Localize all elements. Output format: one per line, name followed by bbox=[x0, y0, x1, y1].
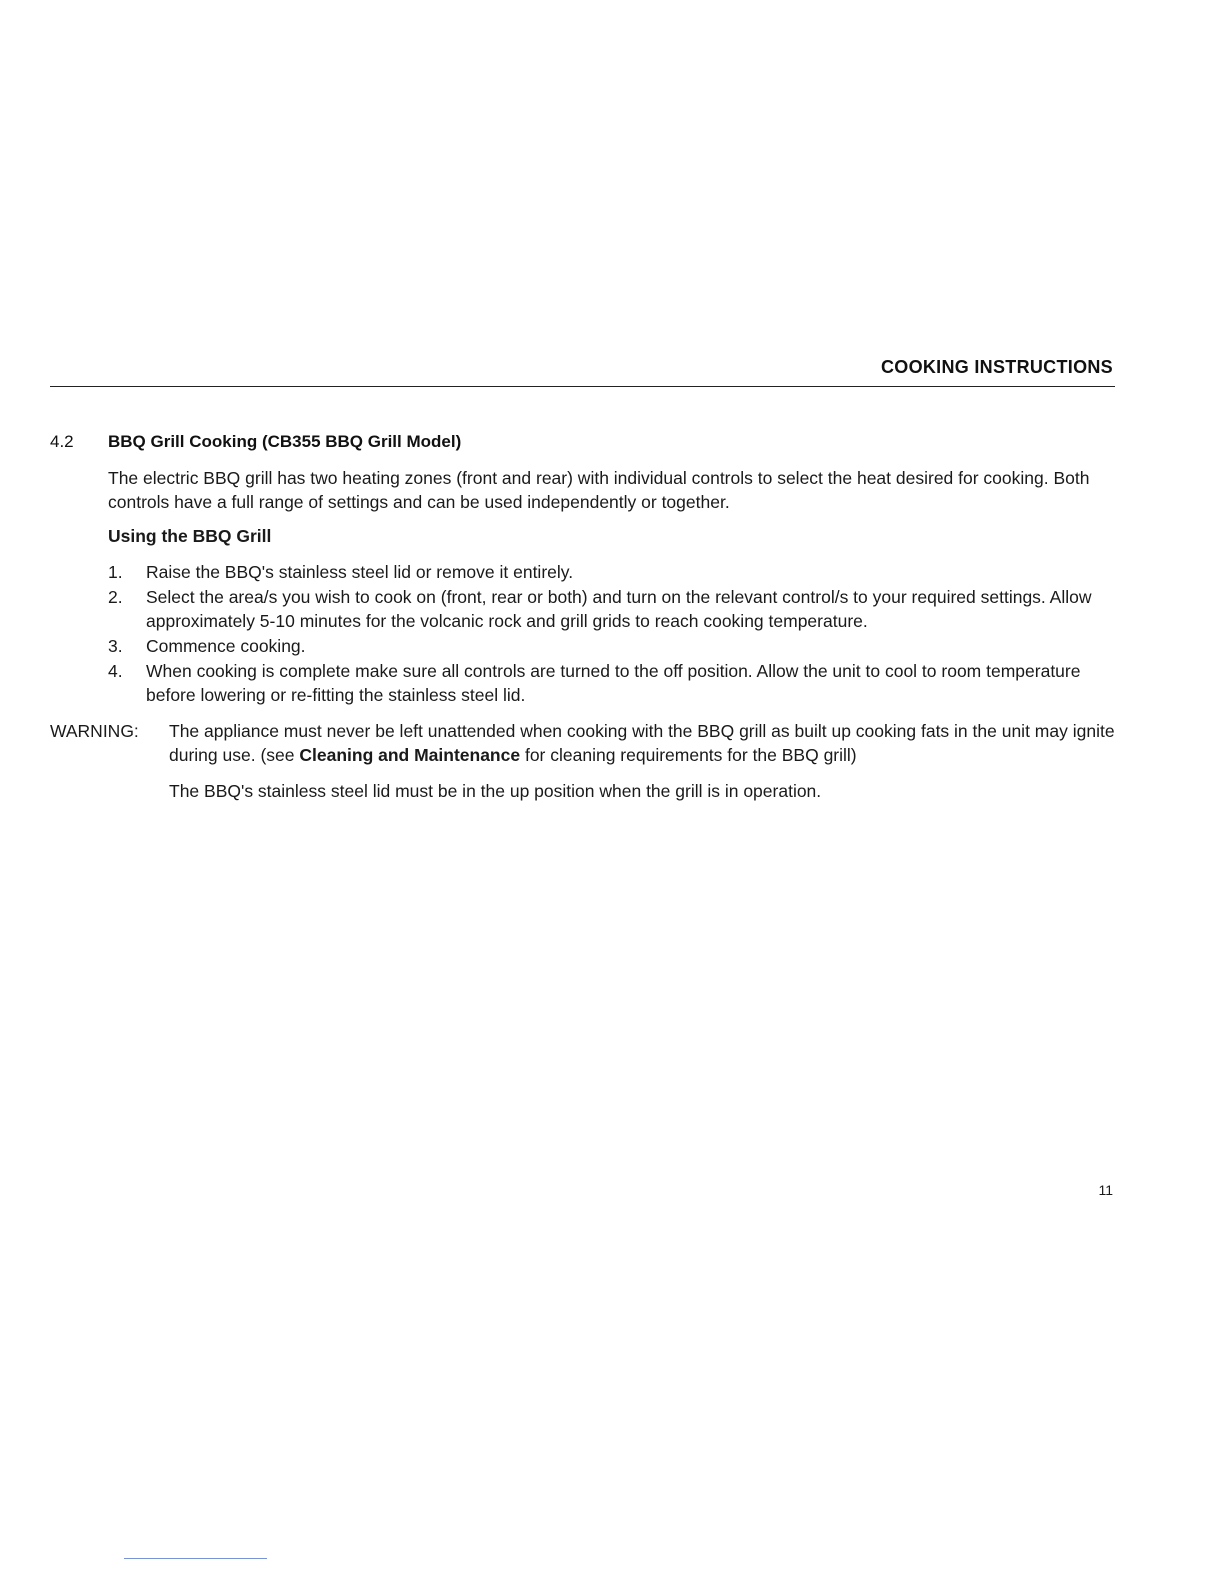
warning-text bbox=[169, 719, 1120, 803]
step-number: 3. bbox=[108, 636, 123, 656]
warning-text-after: for cleaning requirements for the BBQ grill) bbox=[520, 745, 857, 765]
step-number: 2. bbox=[108, 587, 123, 607]
section-title: BBQ Grill Cooking (CB355 BBQ Grill Model) bbox=[108, 432, 462, 451]
step-item bbox=[108, 634, 1118, 658]
step-text: Commence cooking. bbox=[146, 636, 306, 656]
step-item bbox=[108, 659, 1118, 707]
subheading-using-bbq-grill: Using the BBQ Grill bbox=[108, 526, 272, 546]
header-divider bbox=[50, 386, 1115, 387]
step-item bbox=[108, 585, 1118, 633]
step-number: 1. bbox=[108, 562, 123, 582]
step-text: Raise the BBQ's stainless steel lid or remove it entirely. bbox=[146, 562, 574, 582]
step-item bbox=[108, 560, 1118, 584]
warning-bold-reference: Cleaning and Maintenance bbox=[299, 745, 521, 765]
section-number: 4.2 bbox=[50, 432, 74, 451]
warning-label: WARNING: bbox=[50, 721, 139, 741]
warning-text-before: The appliance must never be left unattended when cooking with the BBQ grill as built up cooking fats in the unit may ignite during use. (see bbox=[169, 721, 1115, 765]
bottom-divider bbox=[124, 1558, 267, 1559]
instruction-steps bbox=[108, 560, 1118, 708]
step-number: 4. bbox=[108, 661, 123, 681]
page-header-title: COOKING INSTRUCTIONS bbox=[880, 357, 1113, 377]
warning-second-paragraph: The BBQ's stainless steel lid must be in the up position when the grill is in operation. bbox=[169, 781, 822, 801]
warning-paragraph bbox=[169, 719, 1120, 767]
step-text: Select the area/s you wish to cook on (front, rear or both) and turn on the relevant control/s to your required settings. Allow approximately 5-10 minutes for the volcanic rock and grill grids to reach cooking temperature. bbox=[146, 587, 1092, 631]
intro-paragraph: The electric BBQ grill has two heating zones (front and rear) with individual controls to select the heat desired for cooking. Both controls have a full range of settings and can be used independently or together. bbox=[108, 468, 1090, 512]
step-text: When cooking is complete make sure all controls are turned to the off position. Allow the unit to cool to room temperature before lowering or re-fitting the stainless steel lid. bbox=[146, 661, 1081, 705]
warning-block bbox=[50, 719, 1120, 815]
page-number: 11 bbox=[1098, 1182, 1113, 1198]
